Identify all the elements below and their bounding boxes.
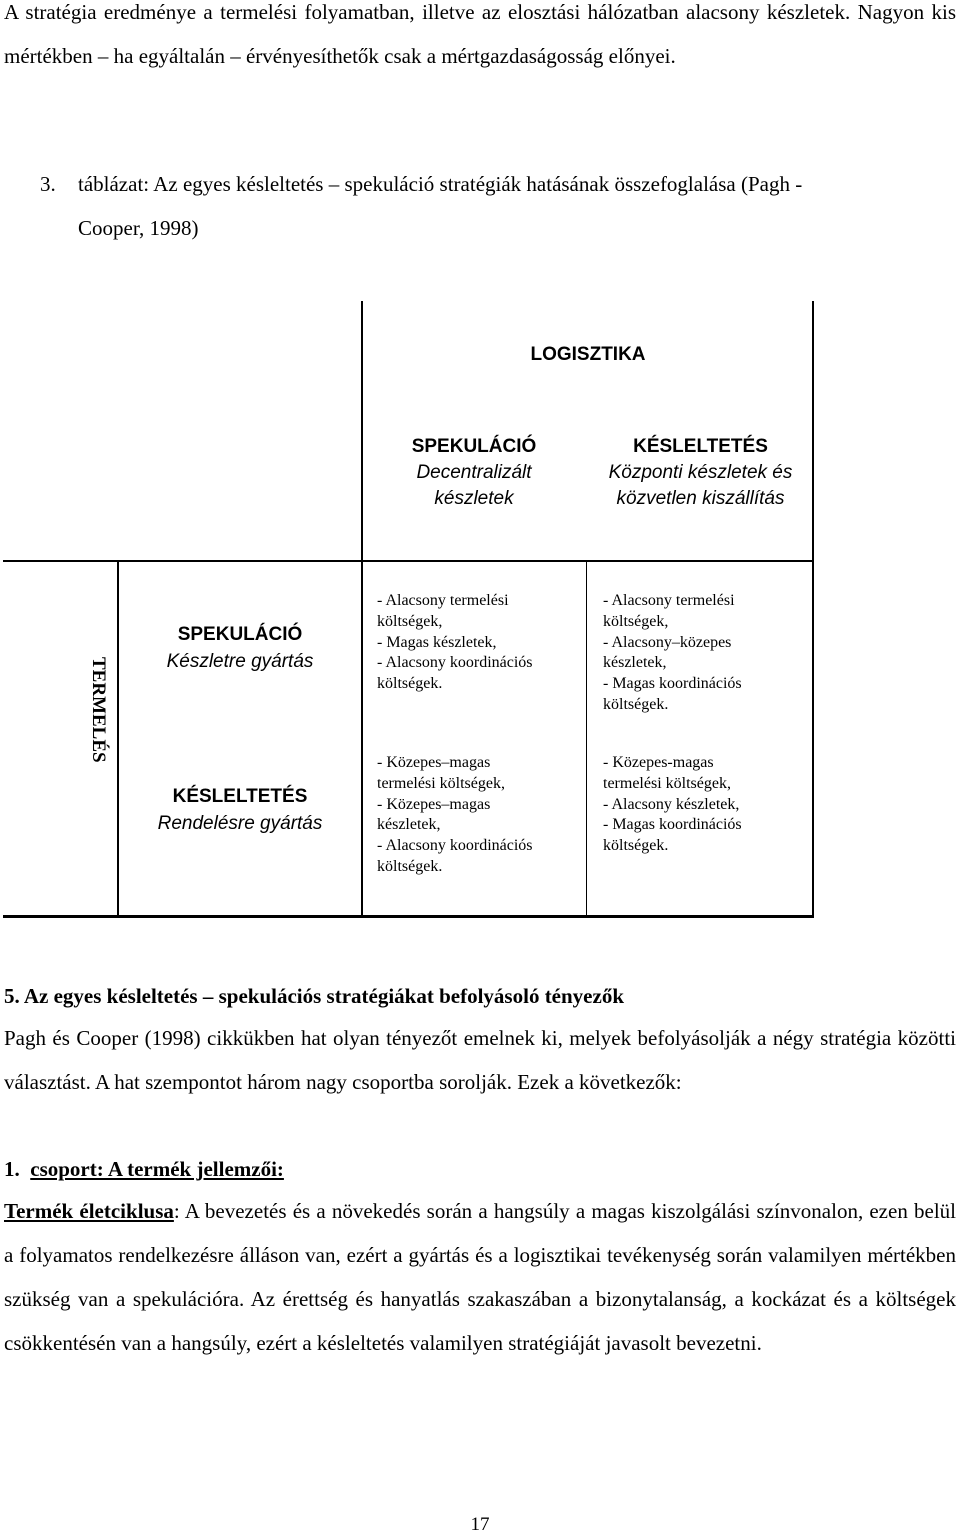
- group-number: 1.: [4, 1157, 20, 1181]
- intro-paragraph: A stratégia eredménye a termelési folyamatban, illetve az elosztási hálózatban alacsony készletek. Nagyon kis mértékben – ha egyáltalán – érvényesíthetők csak a mértgazdaságosság előnyei.: [4, 0, 956, 68]
- col-header-postponement-sub1: Központi készletek és: [608, 462, 793, 483]
- table-side-header: TERMELÉS: [88, 657, 109, 763]
- group-title: csoport: A termék jellemzői:: [30, 1157, 284, 1181]
- col-header-speculation-sub2: készletek: [434, 488, 514, 509]
- caption-line-1: táblázat: Az egyes késleltetés – spekuláció stratégiák hatásának összefoglalása (Pagh -: [78, 172, 803, 196]
- col-header-postponement-title: KÉSLELTETÉS: [633, 436, 768, 457]
- col-header-postponement-sub2: közvetlen kiszállítás: [616, 488, 785, 509]
- group-heading: [4, 1151, 284, 1187]
- table-top-header: LOGISZTIKA: [530, 344, 646, 365]
- page-number: 17: [470, 1514, 490, 1535]
- col-header-speculation-title: SPEKULÁCIÓ: [411, 436, 537, 457]
- lifecycle-label: Termék életciklusa: [4, 1199, 174, 1223]
- table-vline-mid: [586, 561, 587, 918]
- table-hline-bottom: [3, 915, 814, 918]
- row-header-speculation: [119, 621, 361, 675]
- table-vline-left: [117, 561, 119, 918]
- row-header-speculation-title: SPEKULÁCIÓ: [177, 624, 303, 645]
- col-header-postponement: [588, 434, 813, 512]
- cell-speculation-speculation: - Alacsony termelési költségek, - Magas készletek, - Alacsony koordinációs költségek.: [377, 592, 533, 693]
- col-header-speculation: [362, 434, 586, 512]
- row-header-postponement-title: KÉSLELTETÉS: [172, 786, 308, 807]
- section-heading: 5. Az egyes késleltetés – spekulációs stratégiákat befolyásoló tényezők: [4, 984, 625, 1008]
- table-vline-right: [812, 301, 814, 918]
- col-header-speculation-sub1: Decentralizált: [416, 462, 532, 483]
- row-header-postponement-sub: Rendelésre gyártás: [157, 813, 323, 834]
- cell-speculation-postponement: - Alacsony termelési költségek, - Alacsony–közepes készletek, - Magas koordinációs költségek.: [603, 592, 742, 713]
- table-caption: [40, 162, 956, 250]
- table-hline-header: [3, 560, 814, 562]
- table-vline-left-header: [361, 301, 363, 918]
- lifecycle-text: : A bevezetés és a növekedés során a hangsúly a magas kiszolgálási színvonalon, ezen belül a folyamatos rendelkezésre álláson van, ezért a gyártás és a logisztikai tevékenység során valamilyen mértékben szükség van a spekulációra. Az érettség és hanyatlás szakaszában a bizonytalanság, a kockázat és a költségek csökkentésén van a hangsúly, ezért a késleltetés valamilyen stratégiáját javasolt bevezetni.: [4, 1199, 956, 1355]
- section-paragraph: Pagh és Cooper (1998) cikkükben hat olyan tényezőt emelnek ki, melyek befolyásolják a négy stratégia közötti választást. A hat szempontot három nagy csoportba sorolják. Ezek a következők:: [4, 1026, 956, 1094]
- cell-postponement-postponement: - Közepes-magas termelési költségek, - Alacsony készletek, - Magas koordinációs költségek.: [603, 754, 742, 855]
- caption-number: 3.: [40, 172, 56, 196]
- lifecycle-paragraph: [4, 1189, 956, 1365]
- caption-line-2: Cooper, 1998): [78, 216, 199, 240]
- cell-postponement-speculation: - Közepes–magas termelési költségek, - Közepes–magas készletek, - Alacsony koordinációs költségek.: [377, 754, 533, 875]
- row-header-speculation-sub: Készletre gyártás: [166, 651, 314, 672]
- row-header-postponement: [119, 783, 361, 837]
